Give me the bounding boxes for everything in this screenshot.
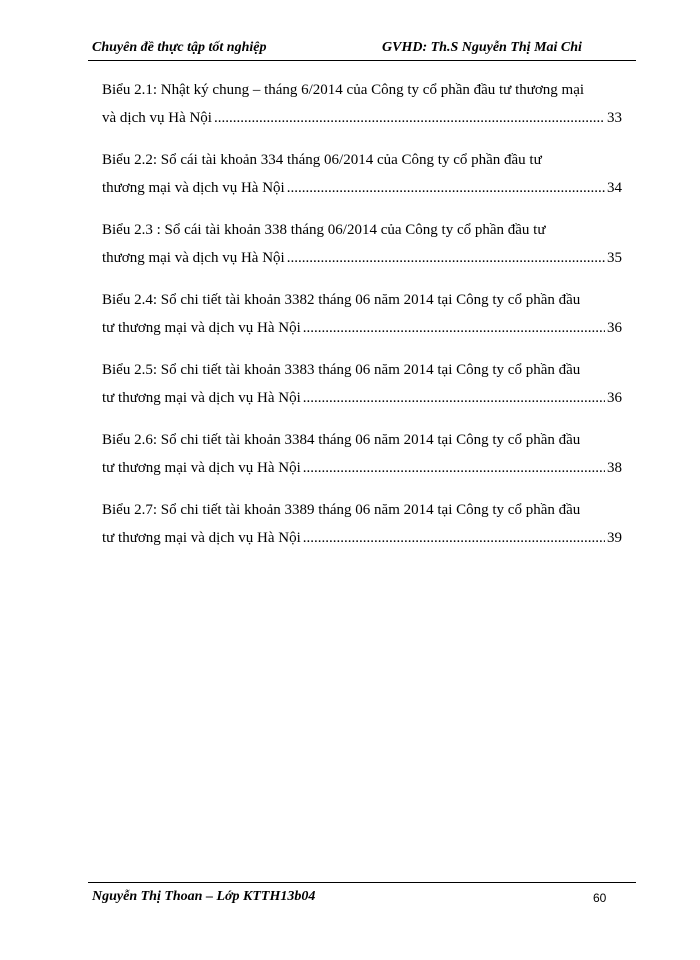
toc-entry-page: 39 (607, 530, 622, 546)
toc-leader-dots (303, 314, 605, 342)
toc-entry[interactable] (102, 286, 622, 342)
toc-entry-page: 36 (607, 390, 622, 406)
toc-leader-dots (303, 384, 605, 412)
toc-entry-title: Biểu 2.7: Sổ chi tiết tài khoản 3389 tháng 06 năm 2014 tại Công ty cổ phần đầu (102, 502, 581, 518)
toc-entry-title-cont: tư thương mại và dịch vụ Hà Nội (102, 460, 301, 476)
toc-entry-title: Biểu 2.6: Sổ chi tiết tài khoản 3384 tháng 06 năm 2014 tại Công ty cổ phần đầu (102, 432, 581, 448)
toc-entry-title: Biểu 2.4: Sổ chi tiết tài khoản 3382 tháng 06 năm 2014 tại Công ty cổ phần đầu (102, 292, 581, 308)
toc-entry[interactable] (102, 356, 622, 412)
toc-entry-title: Biểu 2.5: Sổ chi tiết tài khoản 3383 tháng 06 năm 2014 tại Công ty cổ phần đầu (102, 362, 581, 378)
toc-leader-dots (214, 104, 605, 132)
toc-leader-dots (287, 244, 605, 272)
toc-entry[interactable] (102, 496, 622, 552)
toc-entry-title: Biểu 2.2: Sổ cái tài khoản 334 tháng 06/2014 của Công ty cổ phần đầu tư (102, 152, 542, 168)
page-header (88, 38, 636, 61)
table-of-figures (102, 76, 622, 566)
toc-entry-title: Biểu 2.3 : Sổ cái tài khoản 338 tháng 06/2014 của Công ty cổ phần đầu tư (102, 222, 546, 238)
toc-entry-title-cont: thương mại và dịch vụ Hà Nội (102, 180, 285, 196)
page-footer (88, 882, 636, 907)
footer-author: Nguyễn Thị Thoan – Lớp KTTH13b04 (92, 889, 316, 904)
toc-entry-title-cont: tư thương mại và dịch vụ Hà Nội (102, 390, 301, 406)
header-report-title: Chuyên đề thực tập tốt nghiệp (92, 40, 267, 55)
toc-entry[interactable] (102, 216, 622, 272)
toc-entry-page: 38 (607, 460, 622, 476)
page-number: 60 (593, 891, 607, 905)
toc-leader-dots (303, 524, 605, 552)
toc-entry-page: 34 (607, 180, 622, 196)
toc-entry[interactable] (102, 76, 622, 132)
toc-entry-page: 33 (607, 110, 622, 126)
header-supervisor: GVHD: Th.S Nguyễn Thị Mai Chi (382, 40, 582, 55)
toc-entry-page: 36 (607, 320, 622, 336)
toc-entry-title-cont: thương mại và dịch vụ Hà Nội (102, 250, 285, 266)
toc-entry-title-cont: tư thương mại và dịch vụ Hà Nội (102, 320, 301, 336)
toc-entry-page: 35 (607, 250, 622, 266)
toc-entry-title-cont: và dịch vụ Hà Nội (102, 110, 212, 126)
toc-leader-dots (287, 174, 605, 202)
toc-entry-title: Biểu 2.1: Nhật ký chung – tháng 6/2014 của Công ty cổ phần đầu tư thương mại (102, 82, 585, 98)
toc-leader-dots (303, 454, 605, 482)
toc-entry[interactable] (102, 146, 622, 202)
toc-entry-title-cont: tư thương mại và dịch vụ Hà Nội (102, 530, 301, 546)
toc-entry[interactable] (102, 426, 622, 482)
